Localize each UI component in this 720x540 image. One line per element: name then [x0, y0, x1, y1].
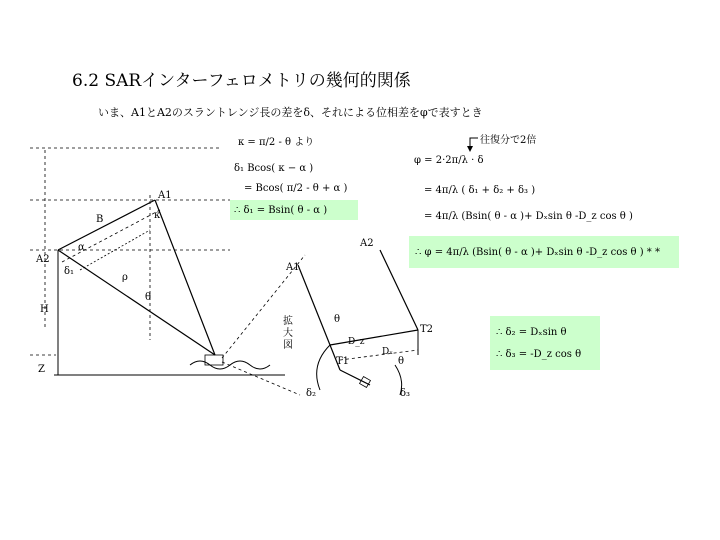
eq-phi-1: φ = 2·2π/λ · δ	[414, 155, 484, 166]
label-B: B	[96, 214, 104, 225]
eq-delta2: ∴ δ₂ = Dₓsin θ	[496, 327, 567, 338]
eq-kappa: κ = π/2 - θ より	[238, 137, 315, 148]
eq-delta1-cos2: = Bcos( π/2 - θ + α )	[244, 183, 348, 194]
eq-phi-2: = 4π/λ ( δ₁ + δ₂ + δ₃ )	[424, 185, 536, 196]
label-Dz: D_z	[348, 337, 365, 347]
zoom-label: 拡大図	[283, 316, 293, 351]
label-theta: θ	[145, 292, 152, 303]
annotation-arrowhead	[467, 146, 473, 152]
label-Dx: Dₓ	[382, 347, 394, 357]
eq-delta3: ∴ δ₃ = -D_z cos θ	[496, 349, 582, 360]
label-mag-A2: A2	[360, 238, 374, 249]
label-delta3: δ₃	[400, 388, 411, 399]
label-H: H	[40, 304, 49, 315]
label-mag-A1: A1	[286, 262, 300, 273]
annotation-round-trip: 往復分で2倍	[480, 135, 537, 146]
page-title: 6.2 SARインターフェロメトリの幾何的関係	[72, 71, 411, 91]
label-T2: T2	[420, 324, 434, 335]
intro-text: いま、A1とA2のスラントレンジ長の差をδ、それによる位相差をφで表すとき	[98, 106, 483, 119]
label-A1: A1	[158, 190, 172, 201]
label-Z: Z	[38, 364, 45, 375]
eq-phi-3: = 4π/λ (Bsin( θ - α )+ Dₓsin θ -D_z cos θ )	[424, 211, 633, 222]
label-A2: A2	[36, 254, 50, 265]
eq-delta1-cos: δ₁ Bcos( κ − α )	[234, 163, 314, 174]
eq-phi-result: ∴ φ = 4π/λ (Bsin( θ - α )+ Dₓsin θ -D_z cos θ ) * *	[415, 247, 660, 258]
label-mag-theta2: θ	[398, 356, 405, 367]
eq-delta1-result: ∴ δ₁ = Bsin( θ - α )	[234, 205, 328, 216]
label-mag-theta: θ	[334, 314, 341, 325]
label-T1: T1	[336, 356, 350, 367]
label-alpha: α	[78, 242, 85, 253]
label-rho: ρ	[122, 272, 128, 283]
label-kappa: κ	[154, 210, 161, 221]
label-delta1: δ₁	[64, 266, 75, 277]
label-delta2: δ₂	[306, 388, 317, 399]
